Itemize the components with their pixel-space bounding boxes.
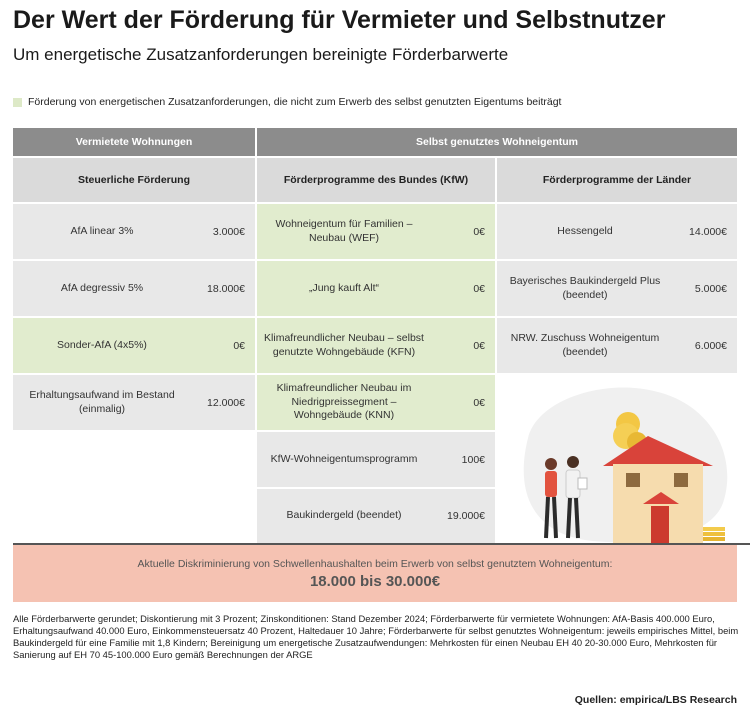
table-cell <box>13 261 255 316</box>
cell-label: Sonder-AfA (4x5%) <box>57 338 147 351</box>
table-cell <box>257 489 495 543</box>
table-cell <box>13 375 255 430</box>
cell-label: AfA linear 3% <box>70 224 134 237</box>
house-illustration <box>498 378 733 546</box>
window-icon <box>674 473 688 487</box>
cell-value: 3.000€ <box>212 225 245 238</box>
table-cell <box>257 318 495 373</box>
cell-label: Hessengeld <box>557 224 613 237</box>
footnote: Alle Förderbarwerte gerundet; Diskontierung mit 3 Prozent; Zinskonditionen: Stand Dezember 2024; Förderbarwerte für vermietete Wohnungen: AfA-Basis 400.000 Euro, Erhaltungsaufwand 40.000 Euro, Einkommensteuersatz 40 Prozent, Haltedauer 10 Jahre; Förderbarwerte für selbst genutztes Wohneigentum: jeweils empirisches Mittel, beim Baukindergeld für eine Familie mit 1,8 Kindern; Bereinigung um energetische Zusatzaufwendungen: Mehrkosten für einen Neubau EH 40 20-30.000 Euro, Mehrkosten für Sanierung auf EH 70 45-100.000 Euro gemäß Berechnungen der ARGE <box>13 613 739 660</box>
coin-stack-icon <box>703 532 725 536</box>
table-cell <box>257 375 495 430</box>
table-cell <box>257 204 495 259</box>
header-rented: Vermietete Wohnungen <box>13 128 255 156</box>
page-title: Der Wert der Förderung für Vermieter und Selbstnutzer <box>13 6 666 34</box>
table-cell <box>257 432 495 487</box>
cell-label: AfA degressiv 5% <box>60 281 144 294</box>
cell-label: NRW. Zuschuss Wohneigentum (beendet) <box>510 331 660 358</box>
cell-value: 0€ <box>473 225 485 238</box>
table-cell <box>497 204 737 259</box>
cell-value: 6.000€ <box>694 339 727 352</box>
coin-stack-icon <box>703 537 725 541</box>
cell-label: Klimafreundlicher Neubau im Niedrigpreissegment – Wohngebäude (KNN) <box>276 382 412 422</box>
cell-value: 14.000€ <box>689 225 727 238</box>
table-cell <box>497 318 737 373</box>
cell-value: 18.000€ <box>207 282 245 295</box>
cell-value: 0€ <box>473 339 485 352</box>
cell-value: 12.000€ <box>207 396 245 409</box>
table-cell <box>257 261 495 316</box>
cell-label: KfW-Wohneigentumsprogramm <box>270 452 418 465</box>
cell-value: 19.000€ <box>447 510 485 522</box>
cell-label: Erhaltungsaufwand im Bestand (einmalig) <box>29 388 175 415</box>
window-icon <box>626 473 640 487</box>
table-cell <box>13 204 255 259</box>
legend-text: Förderung von energetischen Zusatzanforderungen, die nicht zum Erwerb des selbst genutzten Eigentums beiträgt <box>28 96 562 108</box>
banner-value: 18.000 bis 30.000€ <box>309 572 441 590</box>
cell-value: 0€ <box>473 282 485 295</box>
col1-title: Steuerliche Förderung <box>13 158 255 202</box>
col2-title: Förderprogramme des Bundes (KfW) <box>257 158 495 202</box>
door-icon <box>651 506 669 544</box>
table-cell <box>13 318 255 373</box>
cell-label: Baukindergeld (beendet) <box>286 509 402 522</box>
legend <box>13 96 561 108</box>
banner-text: Aktuelle Diskriminierung von Schwellenhaushalten beim Erwerb von selbst genutztem Wohneigentum: <box>137 557 613 570</box>
table-cell <box>497 261 737 316</box>
cell-value: 0€ <box>473 396 485 409</box>
cell-label: „Jung kauft Alt“ <box>308 281 380 294</box>
summary-banner <box>13 545 737 602</box>
cell-label: Wohneigentum für Familien – Neubau (WEF) <box>275 217 413 244</box>
page-subtitle: Um energetische Zusatzanforderungen bereinigte Förderbarwerte <box>13 45 509 64</box>
cell-value: 100€ <box>461 453 485 466</box>
legend-swatch-green <box>13 98 22 107</box>
cell-value: 0€ <box>233 339 245 352</box>
source-note: Quellen: empirica/LBS Research <box>574 694 737 706</box>
cell-label: Bayerisches Baukindergeld Plus (beendet) <box>509 274 661 301</box>
col3-title: Förderprogramme der Länder <box>497 158 737 202</box>
cell-value: 5.000€ <box>694 282 727 295</box>
coin-stack-icon <box>703 527 725 531</box>
header-owner: Selbst genutztes Wohneigentum <box>257 128 737 156</box>
cell-label: Klimafreundlicher Neubau – selbst genutzte Wohngebäude (KFN) <box>264 331 424 358</box>
